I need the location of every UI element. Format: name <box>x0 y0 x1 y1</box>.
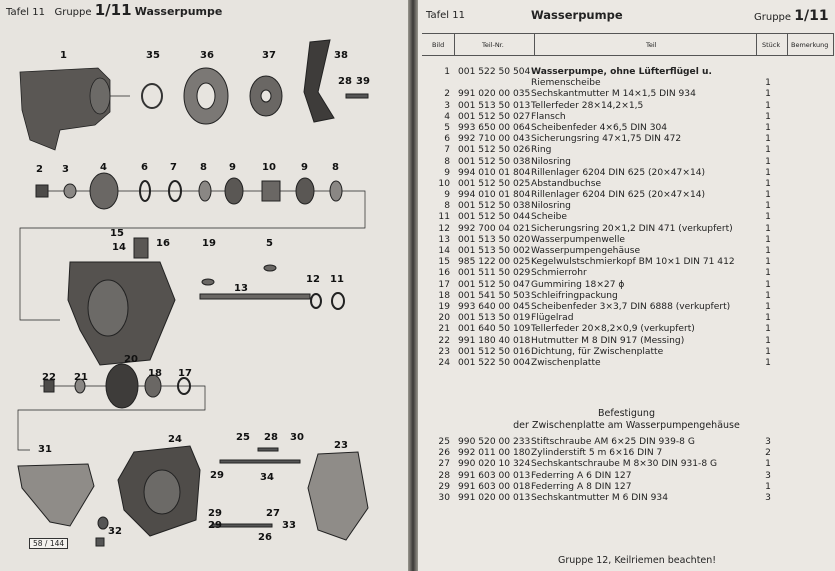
part-8-nilosring <box>199 181 211 201</box>
callout: 27 <box>266 508 280 519</box>
left-title: Wasserpumpe <box>134 5 223 18</box>
cell-nr: 992 710 00 043 <box>458 134 531 145</box>
cell-st: 1 <box>765 134 771 145</box>
cell-st: 1 <box>765 78 771 89</box>
cell-st: 1 <box>765 257 771 268</box>
left-gruppe-number: 1/11 <box>94 1 132 19</box>
table-row <box>418 437 835 448</box>
cell-bild: 17 <box>438 279 450 290</box>
cell-nr: 001 512 50 025 <box>458 178 531 189</box>
cell-bild: 12 <box>438 223 450 234</box>
cell-st: 1 <box>765 111 771 122</box>
callout: 26 <box>258 532 272 543</box>
cell-bild: 11 <box>438 212 450 223</box>
callout: 4 <box>100 162 107 173</box>
part-39-bolt <box>346 94 368 98</box>
callout: 7 <box>170 162 177 173</box>
cell-nr: 990 020 10 324 <box>458 459 531 470</box>
callout: 12 <box>306 274 320 285</box>
cell-st: 1 <box>765 481 771 492</box>
cell-teil: Wasserpumpenwelle <box>531 234 625 245</box>
cell-teil: Wasserpumpe, ohne Lüfterflügel u. <box>531 67 712 77</box>
table-row <box>418 471 835 482</box>
cell-st: 2 <box>765 448 771 459</box>
callout: 20 <box>124 354 138 365</box>
col-stueck: Stück <box>762 41 781 49</box>
callout: 8 <box>332 162 339 173</box>
callout: 29 <box>208 508 222 519</box>
table-row <box>418 101 835 112</box>
callout: 31 <box>38 444 52 455</box>
table-row <box>418 280 835 291</box>
cell-nr: 985 122 00 025 <box>458 257 531 268</box>
cell-teil: Sechskantschraube M 8×30 DIN 931-8 G <box>531 459 718 470</box>
cell-bild: 9 <box>444 190 450 201</box>
cell-st: 1 <box>765 357 771 368</box>
table-row <box>418 168 835 179</box>
cell-bild: 6 <box>444 134 450 145</box>
cell-st: 1 <box>765 346 771 357</box>
cell-bild: 27 <box>438 459 450 470</box>
part-35-ring <box>142 84 162 108</box>
table-row <box>418 291 835 302</box>
cell-nr: 001 513 50 019 <box>458 313 531 324</box>
cell-bild: 25 <box>438 437 450 447</box>
cell-teil: Dichtung, für Zwischenplatte <box>531 346 664 357</box>
callout: 9 <box>301 162 308 173</box>
cell-bild: 13 <box>438 234 450 245</box>
cell-teil: Stiftschraube AM 6×25 DIN 939-8 G <box>531 437 695 447</box>
housing-drawing <box>68 238 175 365</box>
cell-nr: 991 603 00 018 <box>458 481 531 492</box>
table-row <box>418 257 835 268</box>
table-row <box>418 112 835 123</box>
callout: 38 <box>334 50 348 61</box>
callout: 10 <box>262 162 276 173</box>
cell-st: 3 <box>765 470 771 481</box>
cell-nr: 001 513 50 020 <box>458 234 531 245</box>
cell-bild: 15 <box>438 257 450 268</box>
table-row <box>418 448 835 459</box>
cell-teil: Nilosring <box>531 201 571 212</box>
callout: 14 <box>112 242 126 253</box>
footer-note: Gruppe 12, Keilriemen beachten! <box>558 555 717 566</box>
cell-bild: 21 <box>438 324 450 335</box>
callout: 15 <box>110 228 124 239</box>
cell-teil: Wasserpumpengehäuse <box>531 246 641 256</box>
cell-st: 3 <box>765 492 771 503</box>
cell-bild: 26 <box>438 448 450 459</box>
cell-teil: Sicherungsring 20×1,2 DIN 471 (verkupfert) <box>531 223 733 234</box>
callout: 24 <box>168 434 182 445</box>
cell-st: 1 <box>765 178 771 189</box>
cell-st: 1 <box>765 122 771 133</box>
cell-teil: Scheibenfeder 3×3,7 DIN 6888 (verkupfert) <box>531 301 731 312</box>
left-page <box>0 0 408 571</box>
cell-bild: 19 <box>438 301 450 312</box>
shaft-13 <box>200 294 310 299</box>
callout: 39 <box>356 76 370 87</box>
callout: 13 <box>234 283 248 294</box>
cell-bild: 8 <box>444 201 450 212</box>
table-row <box>418 482 835 493</box>
cell-bild: 10 <box>438 178 450 189</box>
cell-nr: 992 700 04 021 <box>458 223 531 234</box>
cell-teil: Schmierrohr <box>531 268 587 279</box>
cell-teil: Flügelrad <box>531 313 574 324</box>
part-36-flange <box>184 68 228 124</box>
cell-teil: Scheibenfeder 4×6,5 DIN 304 <box>531 122 668 133</box>
cell-nr: 991 180 40 018 <box>458 335 531 346</box>
cell-st: 1 <box>765 246 771 256</box>
cell-nr: 001 512 50 038 <box>458 201 531 212</box>
fastener-table <box>418 437 835 504</box>
table-row <box>418 123 835 134</box>
gasket-23 <box>308 452 368 540</box>
parts-table <box>418 67 835 369</box>
col-teilnr: Teil-Nr. <box>482 41 504 49</box>
cell-nr: 001 512 50 044 <box>458 212 531 223</box>
cell-teil: Zylinderstift 5 m 6×16 DIN 7 <box>531 448 663 459</box>
table-row <box>418 313 835 324</box>
right-tafel: Tafel 11 <box>426 10 465 21</box>
cell-nr: 990 520 00 233 <box>458 437 531 447</box>
cell-teil: Federring A 6 DIN 127 <box>531 470 632 481</box>
callout: 35 <box>146 50 160 61</box>
cell-bild: 9 <box>444 167 450 178</box>
table-row <box>418 145 835 156</box>
cell-st: 1 <box>765 223 771 234</box>
callout: 37 <box>262 50 276 61</box>
cell-st: 1 <box>765 100 771 111</box>
col-bild: Bild <box>432 41 445 49</box>
part-3-spring <box>64 184 76 198</box>
col-teil: Teil <box>646 41 657 49</box>
cell-st: 1 <box>765 234 771 245</box>
exploded-parts-diagram <box>0 18 408 571</box>
table-row <box>418 347 835 358</box>
cell-st: 1 <box>765 290 771 301</box>
table-row <box>418 336 835 347</box>
right-gruppe-label: Gruppe <box>754 12 792 23</box>
cell-nr: 001 640 50 109 <box>458 324 531 335</box>
callout: 19 <box>202 238 216 249</box>
cell-st: 1 <box>765 201 771 212</box>
cell-nr: 001 511 50 029 <box>458 268 531 279</box>
cell-nr: 994 010 01 804 <box>458 167 531 178</box>
table-row <box>418 134 835 145</box>
cell-teil: Nilosring <box>531 156 571 167</box>
left-tafel: Tafel 11 <box>6 7 45 18</box>
cell-teil: Rillenlager 6204 DIN 625 (20×47×14) <box>531 190 706 201</box>
cell-bild: 28 <box>438 470 450 481</box>
callout: 5 <box>266 238 273 249</box>
cell-nr: 993 650 00 064 <box>458 122 531 133</box>
table-row <box>418 302 835 313</box>
part-38-fan <box>304 40 334 122</box>
cell-bild: 22 <box>438 335 450 346</box>
cell-teil: Scheibe <box>531 212 568 223</box>
callout: 23 <box>334 440 348 451</box>
cell-bild: 14 <box>438 246 450 256</box>
table-row <box>418 459 835 470</box>
callout: 28 <box>338 76 352 87</box>
callout: 11 <box>330 274 344 285</box>
cell-bild: 20 <box>438 313 450 324</box>
right-page <box>418 0 835 571</box>
callout: 28 <box>264 432 278 443</box>
callout: 22 <box>42 372 56 383</box>
cell-teil: Kegelwulstschmierkopf BM 10×1 DIN 71 412 <box>531 257 735 268</box>
cell-nr: 994 010 01 804 <box>458 190 531 201</box>
callout: 29 <box>208 520 222 531</box>
callout: 17 <box>178 368 192 379</box>
cell-teil: Flansch <box>531 111 566 122</box>
cell-bild: 2 <box>444 89 450 100</box>
table-row <box>418 324 835 335</box>
cell-nr: 991 603 00 013 <box>458 470 531 481</box>
callout: 33 <box>282 520 296 531</box>
callout: 36 <box>200 50 214 61</box>
callout: 3 <box>62 164 69 175</box>
book-spine <box>408 0 418 571</box>
part-4-flange <box>90 173 118 209</box>
cell-st: 3 <box>765 437 771 447</box>
cell-nr: 001 522 50 504 <box>458 67 531 77</box>
col-bemerkung: Bemerkung <box>791 41 829 49</box>
table-row <box>418 493 835 504</box>
part-9b-bearing <box>296 178 314 204</box>
cell-bild: 23 <box>438 346 450 357</box>
cell-nr: 001 512 50 016 <box>458 346 531 357</box>
pump-assembly-drawing <box>20 68 130 150</box>
cell-teil: Federring A 8 DIN 127 <box>531 481 632 492</box>
cell-bild: 8 <box>444 156 450 167</box>
callout: 8 <box>200 162 207 173</box>
cell-st: 1 <box>765 212 771 223</box>
table-row <box>418 190 835 201</box>
cell-nr: 001 512 50 027 <box>458 111 531 122</box>
cell-teil: Sicherungsring 47×1,75 DIN 472 <box>531 134 682 145</box>
section-title-1: Befestigung <box>598 408 655 419</box>
callout: 6 <box>141 162 148 173</box>
cell-bild: 16 <box>438 268 450 279</box>
cell-bild: 4 <box>444 111 450 122</box>
cell-teil: Zwischenplatte <box>531 357 601 368</box>
cell-st: 1 <box>765 459 771 470</box>
cell-bild: 5 <box>444 122 450 133</box>
cell-st: 1 <box>765 324 771 335</box>
cell-bild: 18 <box>438 290 450 301</box>
cell-teil: Riemenscheibe <box>531 78 601 89</box>
cell-teil: Tellerfeder 28×14,2×1,5 <box>531 100 644 111</box>
callout: 21 <box>74 372 88 383</box>
cell-teil: Schleifringpackung <box>531 290 618 301</box>
cell-nr: 991 020 00 035 <box>458 89 531 100</box>
rings-12-11 <box>311 293 344 309</box>
keys-19-5 <box>202 265 276 285</box>
right-page-header <box>418 4 835 30</box>
table-row <box>418 246 835 257</box>
table-row <box>418 157 835 168</box>
callout: 1 <box>60 50 67 61</box>
cell-st: 1 <box>765 268 771 279</box>
table-row <box>418 212 835 223</box>
part-8b-nilosring <box>330 181 342 201</box>
cell-teil: Gummiring 18×27 ϕ <box>531 279 625 290</box>
part-10-spacer <box>262 181 280 201</box>
callout: 18 <box>148 368 162 379</box>
cell-bild: 30 <box>438 492 450 503</box>
cell-nr: 992 011 00 180 <box>458 448 531 459</box>
cell-st: 1 <box>765 301 771 312</box>
cell-st: 1 <box>765 190 771 201</box>
table-column-headers <box>422 33 834 56</box>
cell-teil: Hutmutter M 8 DIN 917 (Messing) <box>531 335 685 346</box>
left-page-header <box>6 1 222 19</box>
part-37-hub <box>250 76 282 116</box>
section-title-2: der Zwischenplatte am Wasserpumpengehäuse <box>513 420 740 431</box>
cell-st: 1 <box>765 156 771 167</box>
cell-nr: 001 513 50 002 <box>458 246 531 256</box>
cover-24 <box>118 446 200 536</box>
left-gruppe-label: Gruppe <box>54 7 92 18</box>
callout: 30 <box>290 432 304 443</box>
cell-bild: 24 <box>438 357 450 368</box>
cell-nr: 001 512 50 047 <box>458 279 531 290</box>
part-9-bearing <box>225 178 243 204</box>
table-row <box>418 224 835 235</box>
callout: 2 <box>36 164 43 175</box>
part-2-nut <box>36 185 48 197</box>
cell-teil: Ring <box>531 145 552 156</box>
cell-teil: Sechskantmutter M 14×1,5 DIN 934 <box>531 89 696 100</box>
cell-bild: 29 <box>438 481 450 492</box>
table-row <box>418 89 835 100</box>
cell-bild: 7 <box>444 145 450 156</box>
callout: 9 <box>229 162 236 173</box>
right-gruppe-number: 1/11 <box>794 8 829 24</box>
cell-nr: 001 513 50 013 <box>458 100 531 111</box>
callout: 34 <box>260 472 274 483</box>
callout: 25 <box>236 432 250 443</box>
part-20-impeller <box>106 364 138 408</box>
cell-bild: 1 <box>444 67 450 77</box>
table-row <box>418 67 835 78</box>
callout: 16 <box>156 238 170 249</box>
cell-nr: 991 020 00 013 <box>458 492 531 503</box>
cell-teil: Rillenlager 6204 DIN 625 (20×47×14) <box>531 167 706 178</box>
plate-reference: 58 / 144 <box>29 538 68 549</box>
callout: 32 <box>108 526 122 537</box>
table-row <box>418 235 835 246</box>
cell-nr: 001 512 50 026 <box>458 145 531 156</box>
cell-nr: 001 541 50 503 <box>458 290 531 301</box>
cell-teil: Abstandbuchse <box>531 178 602 189</box>
table-row <box>418 201 835 212</box>
right-gruppe <box>754 8 829 24</box>
cell-nr: 993 640 00 045 <box>458 301 531 312</box>
cell-nr: 001 522 50 004 <box>458 357 531 368</box>
cell-nr: 001 512 50 038 <box>458 156 531 167</box>
cell-teil: Sechskantmutter M 6 DIN 934 <box>531 492 669 503</box>
cell-teil: Tellerfeder 20×8,2×0,9 (verkupfert) <box>531 324 695 335</box>
callout: 29 <box>210 470 224 481</box>
table-row <box>418 179 835 190</box>
cell-st: 1 <box>765 145 771 156</box>
cell-st: 1 <box>765 167 771 178</box>
cell-st: 1 <box>765 279 771 290</box>
table-row <box>418 358 835 369</box>
cell-st: 1 <box>765 313 771 324</box>
cell-bild: 3 <box>444 100 450 111</box>
cell-st: 1 <box>765 89 771 100</box>
table-row <box>418 78 835 89</box>
bracket-31 <box>18 464 94 526</box>
table-row <box>418 268 835 279</box>
right-title: Wasserpumpe <box>531 8 623 22</box>
cell-st: 1 <box>765 335 771 346</box>
